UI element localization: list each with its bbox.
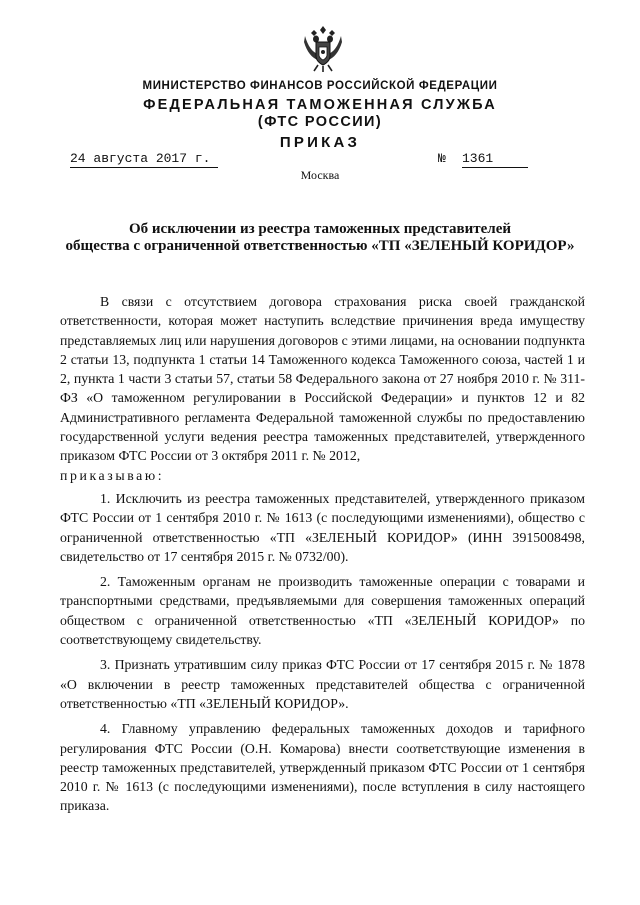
order-date: 24 августа 2017 г. bbox=[70, 151, 218, 168]
ministry-name: МИНИСТЕРСТВО ФИНАНСОВ РОССИЙСКОЙ ФЕДЕРАЦИИ bbox=[142, 80, 498, 92]
order-number-block bbox=[438, 151, 528, 168]
order-number: 1361 bbox=[462, 151, 528, 168]
orders-word: приказываю: bbox=[60, 467, 165, 483]
subject-line-1: Об исключении из реестра таможенных представителей bbox=[128, 221, 512, 237]
service-abbreviation: (ФТС РОССИИ) bbox=[257, 114, 383, 130]
clause-1: 1. Исключить из реестра таможенных представителей, утвержденного приказом ФТС России от 1 сентября 2010 г. № 1613 (с последующими изменениями), общество с ограниченной ответственностью «ТП «ЗЕЛЕНЫЙ КОРИДОР» (ИНН 3915008498, свидетельство от 17 сентября 2015 г. № 0732/00). bbox=[60, 490, 585, 564]
service-name: ФЕДЕРАЛЬНАЯ ТАМОЖЕННАЯ СЛУЖБА bbox=[143, 97, 497, 113]
order-subject bbox=[60, 221, 580, 255]
number-sign: № bbox=[438, 151, 446, 166]
coat-of-arms-icon bbox=[302, 22, 344, 74]
city: Москва bbox=[300, 168, 340, 182]
preamble-paragraph: В связи с отсутствием договора страхования риска своей гражданской ответственности, которая может наступить вследствие причинения вреда имуществу представляемых лиц или нарушения договоров с этими лицами, на основании подпункта 2 статьи 13, подпункта 1 статьи 14 Таможенного кодекса Таможенного союза, частей 1 и 2, пункта 1 части 3 статьи 57, статьи 58 Федерального закона от 27 ноября 2010 г. № 311-ФЗ «О таможенном регулировании в Российской Федерации» и пунктов 12 и 82 Административного регламента Федеральной таможенной службы по предоставлению государственной услуги ведения реестра таможенных представителей, утвержденного приказом ФТС России от 3 октября 2011 г. № 2012, bbox=[60, 294, 585, 464]
document-type: ПРИКАЗ bbox=[279, 134, 361, 151]
clause-3: 3. Признать утратившим силу приказ ФТС России от 17 сентября 2015 г. № 1878 «О включении в реестр таможенных представителей общества с ограниченной ответственностью «ТП «ЗЕЛЕНЫЙ КОРИДОР». bbox=[60, 657, 585, 711]
clause-2: 2. Таможенным органам не производить таможенные операции с товарами и транспортными средствами, предъявляемыми для совершения таможенных операций обществом с ограниченной ответственностью «ТП «ЗЕЛЕНЫЙ КОРИДОР» по соответствующему свидетельству. bbox=[60, 574, 585, 648]
clause-4: 4. Главному управлению федеральных таможенных доходов и тарифного регулирования ФТС России (О.Н. Комарова) внести соответствующие изменения в реестр таможенных представителей, утвержденный приказом ФТС России от 1 сентября 2010 г. № 1613 (с последующими изменениями), после вступления в силу настоящего приказа. bbox=[60, 721, 585, 814]
subject-line-2: общества с ограниченной ответственностью «ТП «ЗЕЛЕНЫЙ КОРИДОР» bbox=[65, 238, 575, 254]
order-body bbox=[60, 292, 585, 822]
